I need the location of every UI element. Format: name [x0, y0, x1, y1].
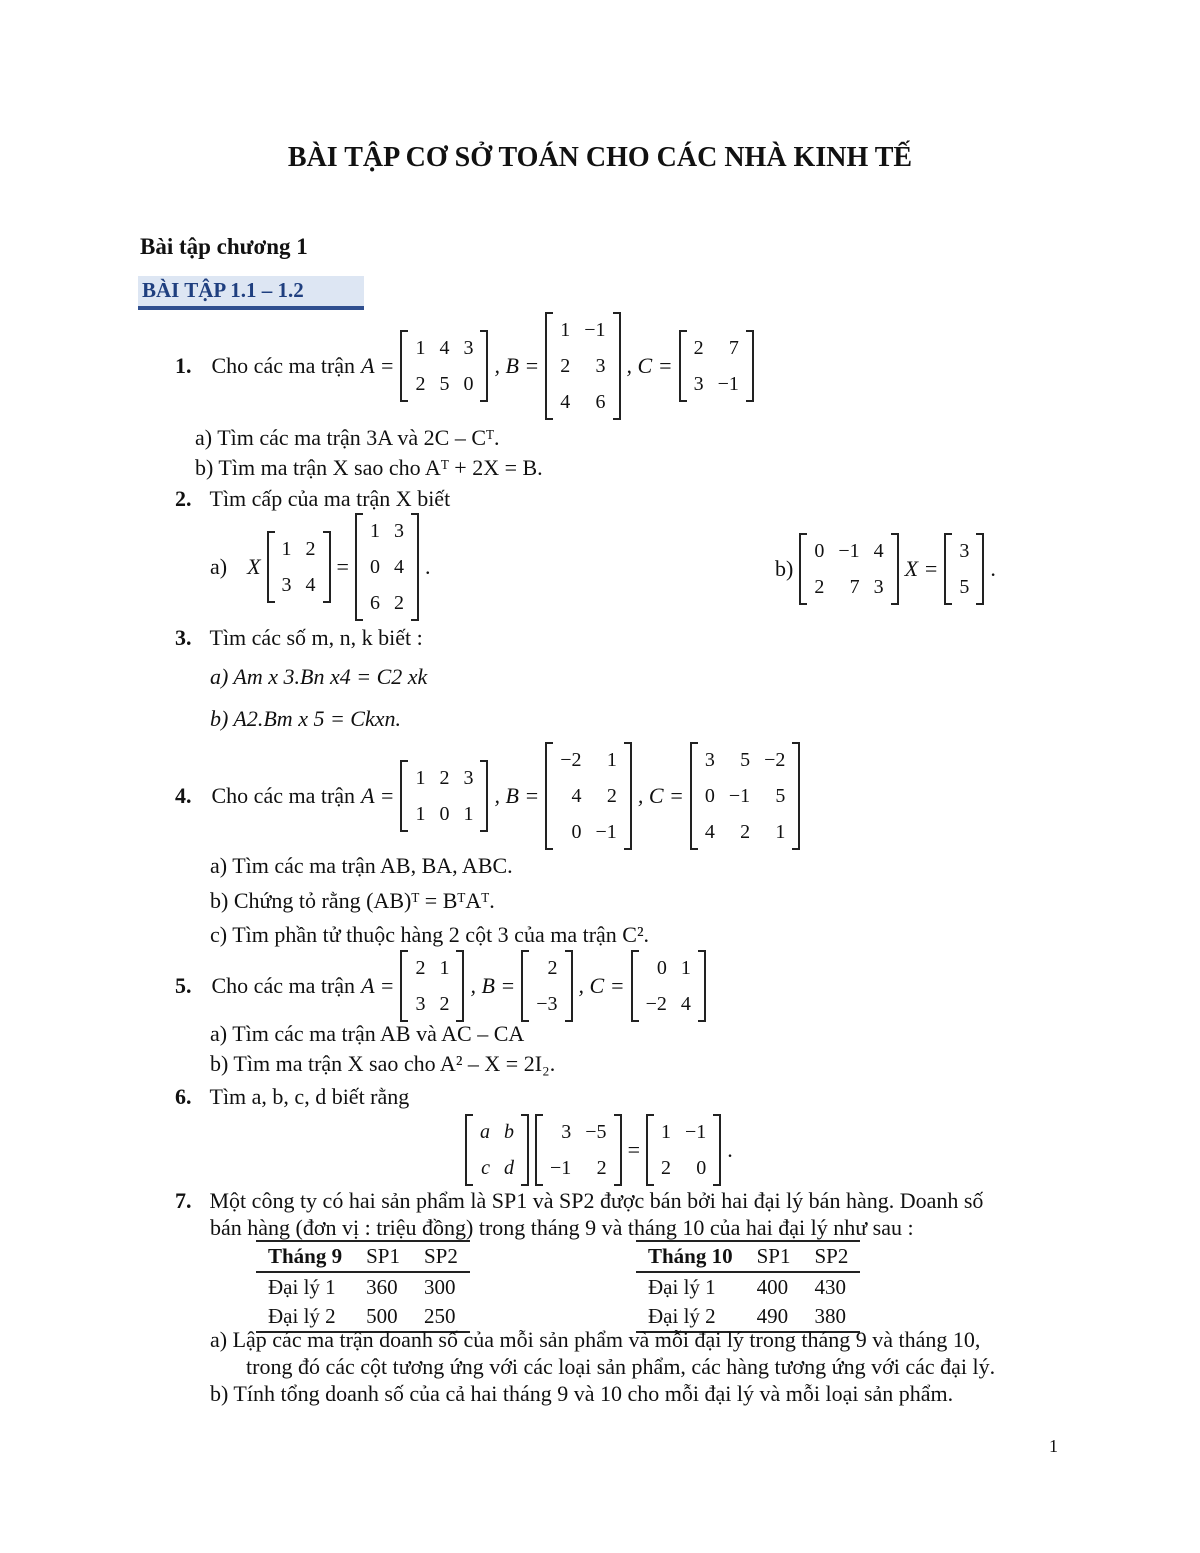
- problem-4c: c) Tìm phần tử thuộc hàng 2 cột 3 của ma trận C².: [210, 922, 650, 947]
- header-cell: Tháng 9: [256, 1241, 354, 1272]
- label-X: X: [247, 554, 261, 579]
- part-label: a): [210, 554, 228, 579]
- problem-number: 7.: [175, 1188, 192, 1213]
- table-month-10: [636, 1240, 860, 1333]
- problem-3a: a) Am x 3.Bn x4 = C2 xk: [210, 664, 428, 689]
- header-cell: SP1: [745, 1241, 803, 1272]
- period: .: [727, 1137, 733, 1162]
- problem-2: [175, 486, 450, 512]
- header-cell: SP1: [354, 1241, 412, 1272]
- problem-3: [175, 625, 423, 651]
- matrix-2b-left: 0 −1 4 2 7 3: [799, 533, 898, 605]
- chapter-heading: Bài tập chương 1: [140, 234, 308, 259]
- label-B: , B =: [494, 353, 540, 378]
- problem-7-line2: bán hàng (đơn vị : triệu đồng) trong tháng 9 và tháng 10 của hai đại lý như sau :: [210, 1215, 914, 1240]
- matrix-B: −2 1 4 2 0 −1: [545, 742, 632, 850]
- matrix-C: 3 5 −2 0 −1 5 4 2 1: [690, 742, 801, 850]
- problem-text: Một công ty có hai sản phẩm là SP1 và SP2 được bán bởi hai đại lý bán hàng. Doanh số: [209, 1188, 984, 1213]
- matrix-B: 2 −3: [521, 950, 572, 1022]
- table-row: Đại lý 1 360 300: [268, 1275, 456, 1299]
- problem-1: [175, 312, 754, 420]
- problem-5a: a) Tìm các ma trận AB và AC – CA: [210, 1021, 525, 1046]
- problem-5b: b) Tìm ma trận X sao cho A² – X = 2I₂.: [210, 1051, 556, 1076]
- problem-number: 2.: [175, 486, 192, 511]
- problem-text: Tìm cấp của ma trận X biết: [209, 486, 451, 511]
- matrix-2a-right: 1 3 0 4 6 2: [355, 513, 419, 621]
- matrix-6-right: 1 −1 2 0: [646, 1114, 721, 1186]
- header-cell: Tháng 10: [636, 1241, 745, 1272]
- problem-7a-cont: trong đó các cột tương ứng với các loại sản phẩm, các hàng tương ứng với các đại lý.: [246, 1354, 996, 1379]
- problem-7b: b) Tính tổng doanh số của cả hai tháng 9 và 10 cho mỗi đại lý và mỗi loại sản phẩm.: [210, 1381, 954, 1406]
- matrix-B: 1 −1 2 3 4 6: [545, 312, 620, 420]
- problem-number: 3.: [175, 625, 192, 650]
- problem-5: [175, 950, 706, 1022]
- matrix-A: 1 4 3 2 5 0: [400, 330, 488, 402]
- label-A: A =: [361, 353, 395, 378]
- page-title: BÀI TẬP CƠ SỞ TOÁN CHO CÁC NHÀ KINH TẾ: [287, 142, 913, 173]
- header-cell: SP2: [412, 1241, 470, 1272]
- problem-1a: a) Tìm các ma trận 3A và 2C – Cᵀ.: [195, 425, 500, 450]
- problem-7a: a) Lập các ma trận doanh số của mỗi sản phẩm và mỗi đại lý trong tháng 9 và tháng 10,: [210, 1327, 981, 1352]
- matrix-abcd: a b c d: [465, 1114, 529, 1186]
- section-label: BÀI TẬP 1.1 – 1.2: [142, 278, 304, 302]
- table-row: Đại lý 2 500 250: [256, 1302, 470, 1332]
- matrix-2b-right: 3 5: [944, 533, 984, 605]
- problem-4b: b) Chứng tỏ rằng (AB)ᵀ = BᵀAᵀ.: [210, 888, 495, 913]
- problem-number: 1.: [175, 353, 192, 378]
- problem-number: 4.: [175, 783, 192, 808]
- label-A: A =: [361, 783, 395, 808]
- problem-text: Cho các ma trận: [211, 353, 356, 378]
- problem-4a: a) Tìm các ma trận AB, BA, ABC.: [210, 853, 513, 878]
- table-row: Đại lý 1 400 430: [648, 1275, 846, 1299]
- problem-2a: [210, 513, 430, 621]
- problem-text: Tìm các số m, n, k biết :: [209, 625, 423, 650]
- table-month-9: [256, 1240, 470, 1333]
- matrix-A: 2 1 3 2: [400, 950, 464, 1022]
- period: .: [424, 554, 431, 579]
- period: .: [990, 556, 996, 581]
- problem-text: Tìm a, b, c, d biết rằng: [209, 1084, 410, 1109]
- section-heading: [138, 276, 364, 310]
- problem-number: 6.: [175, 1084, 192, 1109]
- label-B: , B =: [494, 783, 540, 808]
- label-C: , C =: [578, 973, 625, 998]
- problem-3b: b) A2.Bm x 5 = Ckxn.: [210, 706, 402, 731]
- problem-text: Cho các ma trận: [211, 783, 356, 808]
- problem-2b: [775, 533, 996, 605]
- label-C: , C =: [626, 353, 673, 378]
- page-number: 1: [1049, 1436, 1058, 1456]
- problem-6-equation: [465, 1114, 733, 1186]
- equals-sign: =: [627, 1137, 640, 1162]
- problem-4: [175, 742, 800, 850]
- table-row: Đại lý 2 490 380: [636, 1302, 860, 1332]
- equals-sign: =: [336, 554, 349, 579]
- problem-7: [175, 1188, 983, 1214]
- header-cell: SP2: [802, 1241, 860, 1272]
- matrix-2a-left: 1 2 3 4: [267, 531, 331, 603]
- matrix-A: 1 2 3 1 0 1: [400, 760, 488, 832]
- matrix-6-middle: 3 −5 −1 2: [535, 1114, 622, 1186]
- problem-number: 5.: [175, 973, 192, 998]
- matrix-C: 0 1 −2 4: [631, 950, 706, 1022]
- problem-1b: b) Tìm ma trận X sao cho Aᵀ + 2X = B.: [195, 455, 543, 480]
- label-X: X =: [904, 556, 939, 581]
- problem-text: Cho các ma trận: [211, 973, 356, 998]
- label-C: , C =: [637, 783, 684, 808]
- matrix-C: 2 7 3 −1: [679, 330, 754, 402]
- part-label: b): [775, 556, 794, 581]
- problem-6: [175, 1084, 409, 1110]
- label-B: , B =: [470, 973, 516, 998]
- label-A: A =: [361, 973, 395, 998]
